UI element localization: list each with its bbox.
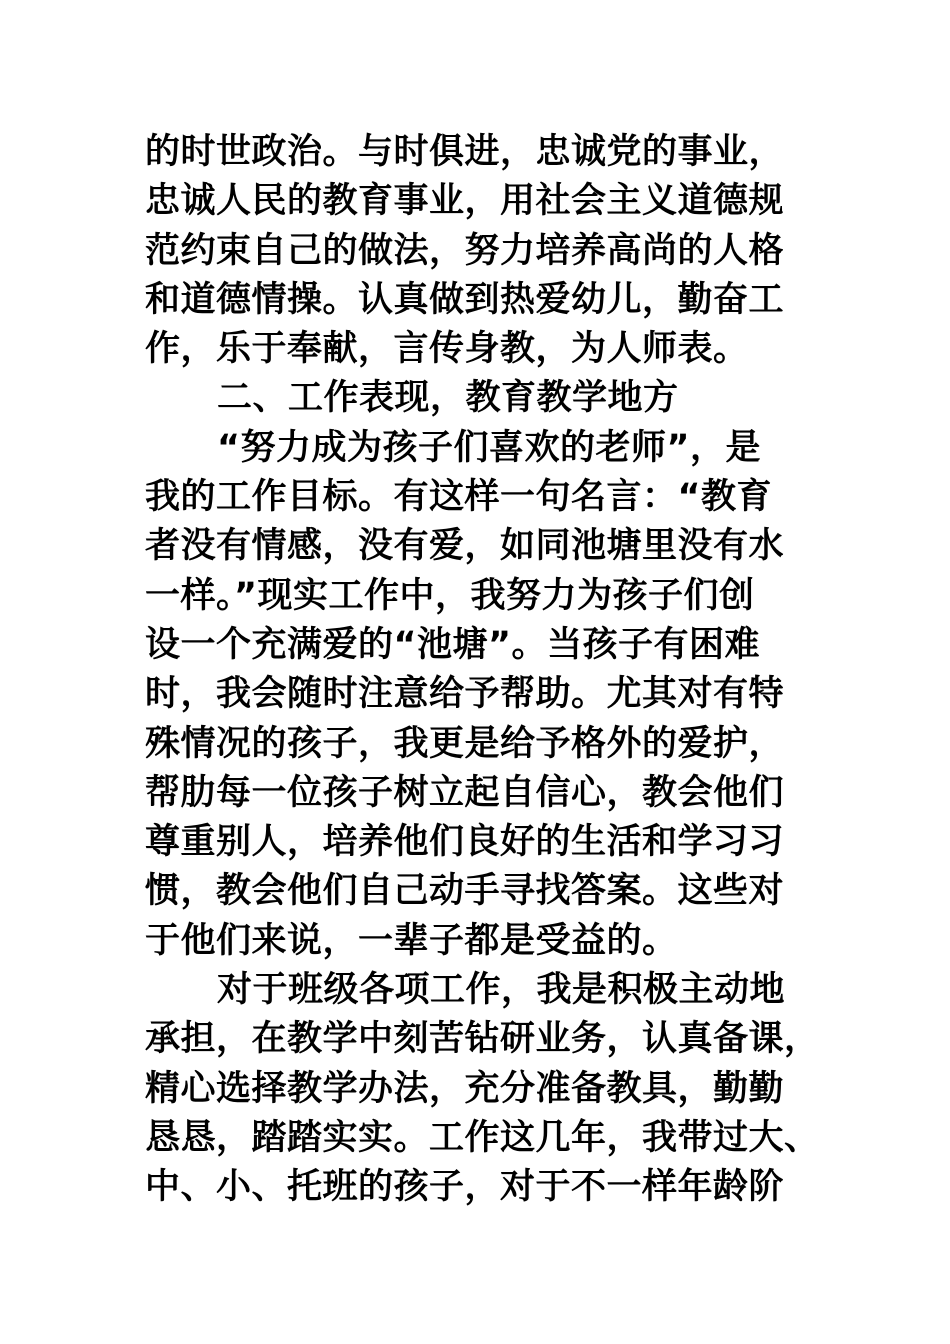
section-heading: 二、工作表现，教育教学地方: [217, 378, 679, 419]
text-line: 承担，在教学中刻苦钻研业务，认真备课，: [145, 1019, 820, 1060]
text-line: 殊情况的孩子，我更是给予格外的爱护，: [145, 723, 785, 764]
text-line: 时，我会随时注意给予帮助。尤其对有特: [145, 674, 785, 715]
text-line: 恳恳，踏踏实实。工作这几年，我带过大、: [145, 1117, 820, 1158]
document-body: [145, 128, 820, 1213]
text-line: 和道德情操。认真做到热爱幼儿，勤奋工: [145, 279, 785, 320]
text-line: 惯，教会他们自己动手寻找答案。这些对: [145, 871, 785, 912]
text-line: 者没有情感，没有爱，如同池塘里没有水: [145, 526, 785, 567]
text-line: 精心选择教学办法，充分准备教具，勤勤: [145, 1068, 785, 1109]
text-line: 中、小、托班的孩子，对于不一样年龄阶: [145, 1167, 785, 1208]
text-line: 的时世政治。与时俱进，忠诚党的事业，: [145, 132, 785, 172]
text-line: 作，乐于奉献，言传身教，为人师表。: [145, 329, 749, 370]
text-line: 尊重别人，培养他们良好的生活和学习习: [145, 822, 785, 863]
text-line: 一样。”现实工作中，我努力为孩子们创: [145, 575, 755, 616]
text-line: 于他们来说，一辈子都是受益的。: [145, 920, 678, 961]
text-line: 设一个充满爱的“池塘”。当孩子有困难: [145, 624, 761, 665]
text-line: 对于班级各项工作，我是积极主动地: [217, 970, 786, 1011]
text-line: 范约束自己的做法，努力培养高尚的人格: [145, 230, 785, 271]
text-line: “努力成为孩子们喜欢的老师”，是: [217, 427, 762, 468]
text-line: 我的工作目标。有这样一句名言：“教育: [145, 477, 773, 518]
text-line: 忠诚人民的教育事业，用社会主义道德规: [145, 181, 785, 222]
text-line: 帮肋每一位孩子树立起自信心，教会他们: [145, 772, 785, 813]
